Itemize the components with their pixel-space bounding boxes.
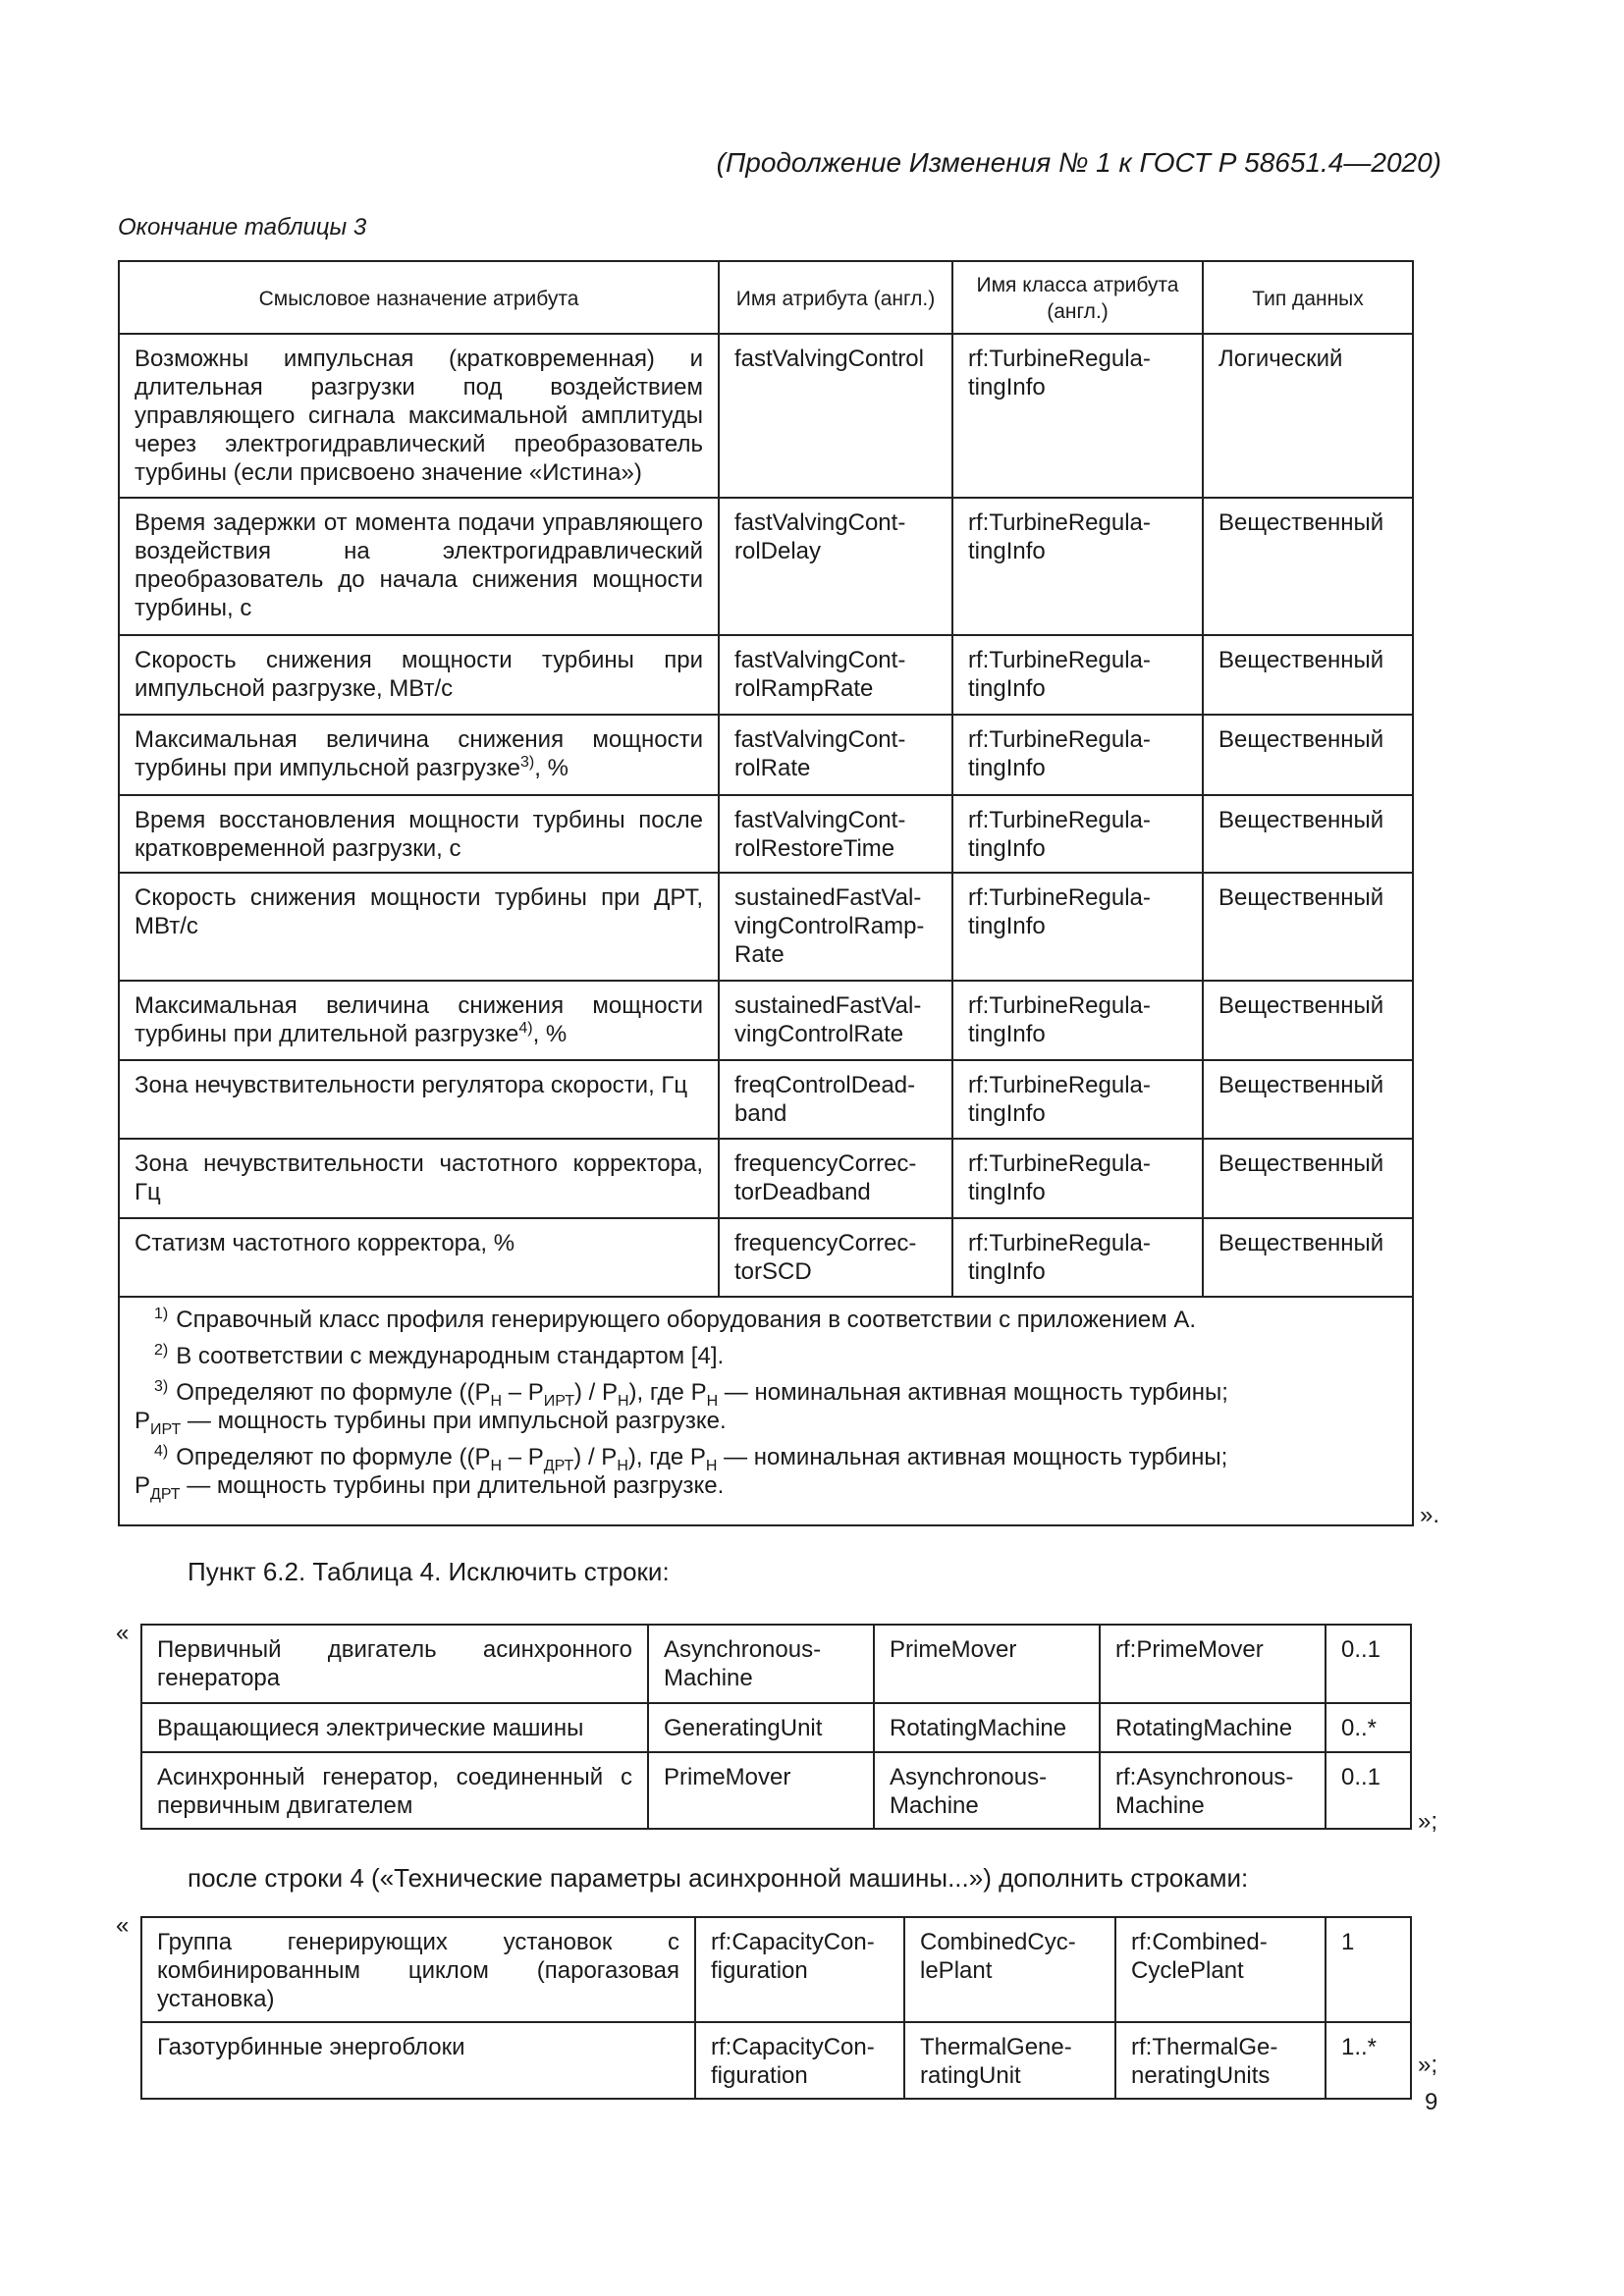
attribute-class-cell: rf:TurbineRegula-tingInfo [952, 981, 1203, 1060]
footnote-mark: 3) [154, 1378, 169, 1395]
description-text: Максимальная величина снижения мощности турбины при импульсной разгрузке [135, 726, 703, 781]
table-cell: Асинхронный генератор, соединенный с первичным двигателем [141, 1752, 648, 1829]
column-header: Имя класса атрибута (англ.) [952, 261, 1203, 334]
closing-quote: ». [1420, 1502, 1440, 1528]
closing-quote: »; [1418, 1808, 1438, 1835]
attribute-class-cell: rf:TurbineRegula-tingInfo [952, 873, 1203, 981]
subscript: Н [490, 1457, 503, 1474]
attribute-class-cell: rf:TurbineRegula-tingInfo [952, 1060, 1203, 1139]
opening-quote: « [116, 1912, 130, 1939]
table-cell: rf:ThermalGe-neratingUnits [1115, 2022, 1326, 2099]
opening-quote: « [116, 1620, 130, 1646]
footnote-ref: 4) [518, 1020, 533, 1037]
data-type-cell: Вещественный [1203, 873, 1413, 981]
table-cell: PrimeMover [874, 1625, 1100, 1703]
attribute-name-cell: fastValvingControl [719, 334, 952, 498]
footnote-text: ), где P [627, 1444, 706, 1470]
item-6-2-text: Пункт 6.2. Таблица 4. Исключить строки: [188, 1557, 670, 1586]
attribute-class-cell: rf:TurbineRegula-tingInfo [952, 635, 1203, 715]
subscript: ИРТ [150, 1420, 182, 1438]
footnotes-cell [119, 1297, 1413, 1525]
description-text: Время восстановления мощности турбины после кратковременной разгрузки, с [135, 807, 703, 862]
footnote-mark: 4) [154, 1443, 169, 1460]
table-cell: PrimeMover [648, 1752, 874, 1829]
footnote-text: P [135, 1472, 151, 1499]
data-type-cell: Вещественный [1203, 1218, 1413, 1297]
footnote-mark: 2) [154, 1342, 169, 1359]
attribute-class-cell: rf:TurbineRegula-tingInfo [952, 498, 1203, 635]
column-header: Имя атрибута (англ.) [719, 261, 952, 334]
attribute-description-cell [119, 981, 719, 1060]
attribute-name-cell: frequencyCorrec-torDeadband [719, 1139, 952, 1218]
attribute-name-cell: sustainedFastVal-vingControlRamp-Rate [719, 873, 952, 981]
description-suffix: , % [534, 755, 568, 781]
footnote-ref: 3) [520, 754, 535, 771]
table-cell: 1 [1326, 1917, 1411, 2022]
attribute-name-cell: fastValvingCont-rolRampRate [719, 635, 952, 715]
attribute-description-cell [119, 873, 719, 981]
subscript: Н [617, 1392, 629, 1410]
table-row [119, 795, 1413, 873]
column-header: Тип данных [1203, 261, 1413, 334]
attribute-description-cell [119, 715, 719, 795]
table-row [119, 981, 1413, 1060]
table-cell: rf:CapacityCon-figuration [695, 2022, 904, 2099]
table-cell: 0..* [1326, 1703, 1411, 1752]
description-text: Максимальная величина снижения мощности турбины при длительной разгрузке [135, 992, 703, 1047]
attribute-name-cell: fastValvingCont-rolRate [719, 715, 952, 795]
footnote-text: Определяют по формуле ((P [176, 1444, 491, 1470]
footnote-text: Определяют по формуле ((P [176, 1379, 491, 1406]
footnote-text: — номинальная активная мощность турбины; [718, 1379, 1228, 1406]
footnote [154, 1304, 1397, 1336]
attribute-name-cell: sustainedFastVal-vingControlRate [719, 981, 952, 1060]
footnote-text: Справочный класс профиля генерирующего оборудования в соответствии с приложением А. [176, 1307, 1197, 1333]
attribute-class-cell: rf:TurbineRegula-tingInfo [952, 795, 1203, 873]
data-type-cell: Вещественный [1203, 1139, 1413, 1218]
footnotes-row [119, 1297, 1413, 1525]
table-cell: 0..1 [1326, 1752, 1411, 1829]
footnote-text: ) / P [573, 1444, 618, 1470]
table-row [141, 1703, 1411, 1752]
attribute-description-cell [119, 498, 719, 635]
footnote [135, 1405, 1397, 1437]
footnote-text: — мощность турбины при длительной разгрузке. [180, 1472, 725, 1499]
table-4-added-rows [140, 1916, 1412, 2100]
attribute-class-cell: rf:TurbineRegula-tingInfo [952, 334, 1203, 498]
table-row [141, 2022, 1411, 2099]
document-header: (Продолжение Изменения № 1 к ГОСТ Р 58651.4—2020) [716, 147, 1441, 178]
footnote-text: — номинальная активная мощность турбины; [717, 1444, 1228, 1470]
attribute-class-cell: rf:TurbineRegula-tingInfo [952, 1139, 1203, 1218]
table-cell: RotatingMachine [874, 1703, 1100, 1752]
subscript: ДРТ [543, 1457, 574, 1474]
attribute-name-cell: fastValvingCont-rolDelay [719, 498, 952, 635]
subscript: Н [617, 1457, 628, 1474]
table-cell: Asynchronous-Machine [648, 1625, 874, 1703]
table-caption: Окончание таблицы 3 [118, 214, 367, 240]
footnote-text: P [135, 1408, 151, 1434]
table-4-excluded-rows [140, 1624, 1412, 1830]
table-cell: rf:Asynchronous-Machine [1100, 1752, 1326, 1829]
after-row-4-text: после строки 4 («Технические параметры асинхронной машины...») дополнить строками: [188, 1863, 1249, 1893]
table-cell: ThermalGene-ratingUnit [904, 2022, 1115, 2099]
attribute-description-cell [119, 1218, 719, 1297]
description-text: Статизм частотного корректора, % [135, 1230, 515, 1256]
column-header: Смысловое назначение атрибута [119, 261, 719, 334]
data-type-cell: Вещественный [1203, 981, 1413, 1060]
attribute-class-cell: rf:TurbineRegula-tingInfo [952, 1218, 1203, 1297]
table-row [119, 635, 1413, 715]
table-row [119, 1060, 1413, 1139]
table-cell: 0..1 [1326, 1625, 1411, 1703]
data-type-cell: Вещественный [1203, 715, 1413, 795]
description-text: Скорость снижения мощности турбины при импульсной разгрузке, МВт/с [135, 647, 703, 702]
table-row [141, 1752, 1411, 1829]
attribute-description-cell [119, 1060, 719, 1139]
footnote-text: – P [502, 1379, 544, 1406]
data-type-cell: Вещественный [1203, 635, 1413, 715]
table-cell: Первичный двигатель асинхронного генератора [141, 1625, 648, 1703]
attribute-description-cell [119, 1139, 719, 1218]
footnote-text: В соответствии с международным стандартом [4]. [176, 1343, 725, 1369]
subscript: Н [490, 1392, 503, 1410]
description-text: Скорость снижения мощности турбины при ДРТ, МВт/с [135, 884, 703, 939]
table-cell: rf:Combined-CyclePlant [1115, 1917, 1326, 2022]
description-text: Время задержки от момента подачи управляющего воздействия на электрогидравлический преобразователь до начала снижения мощности турбины, с [135, 509, 703, 621]
table-3 [118, 260, 1414, 1526]
subscript: ИРТ [543, 1392, 574, 1410]
table-row [119, 1139, 1413, 1218]
attribute-description-cell [119, 334, 719, 498]
table-cell: CombinedCyc-lePlant [904, 1917, 1115, 2022]
description-text: Зона нечувствительности регулятора скорости, Гц [135, 1072, 688, 1098]
subscript: Н [706, 1392, 719, 1410]
attribute-name-cell: frequencyCorrec-torSCD [719, 1218, 952, 1297]
closing-quote: »; [1418, 2052, 1438, 2078]
table-header-row [119, 261, 1413, 334]
footnote [135, 1469, 1397, 1502]
subscript: ДРТ [150, 1485, 181, 1503]
description-suffix: , % [532, 1021, 568, 1047]
footnote [154, 1340, 1397, 1372]
table-cell: Asynchronous-Machine [874, 1752, 1100, 1829]
table-row [141, 1917, 1411, 2022]
data-type-cell: Вещественный [1203, 1060, 1413, 1139]
description-text: Возможны импульсная (кратковременная) и длительная разгрузки под воздействием управляющего сигнала максимальной амплитуды через электрогидравлический преобразователь турбины (если присвоено значение «Истина») [135, 346, 703, 486]
subscript: Н [705, 1457, 718, 1474]
attribute-name-cell: fastValvingCont-rolRestoreTime [719, 795, 952, 873]
table-cell: 1..* [1326, 2022, 1411, 2099]
footnote-text: ), где P [628, 1379, 707, 1406]
table-row [119, 334, 1413, 498]
data-type-cell: Логический [1203, 334, 1413, 498]
footnote-text: — мощность турбины при импульсной разгрузке. [181, 1408, 727, 1434]
description-text: Зона нечувствительности частотного корректора, Гц [135, 1150, 703, 1205]
table-row [119, 1218, 1413, 1297]
table-cell: RotatingMachine [1100, 1703, 1326, 1752]
table-row [119, 873, 1413, 981]
table-cell: rf:CapacityCon-figuration [695, 1917, 904, 2022]
table-row [119, 498, 1413, 635]
table-cell: GeneratingUnit [648, 1703, 874, 1752]
data-type-cell: Вещественный [1203, 498, 1413, 635]
table-cell: Газотурбинные энергоблоки [141, 2022, 695, 2099]
attribute-name-cell: freqControlDead-band [719, 1060, 952, 1139]
attribute-class-cell: rf:TurbineRegula-tingInfo [952, 715, 1203, 795]
table-row [141, 1625, 1411, 1703]
table-cell: Группа генерирующих установок с комбинированным циклом (парогазовая установка) [141, 1917, 695, 2022]
attribute-description-cell [119, 795, 719, 873]
footnote-mark: 1) [154, 1306, 169, 1322]
footnote-text: ) / P [573, 1379, 618, 1406]
table-cell: rf:PrimeMover [1100, 1625, 1326, 1703]
attribute-description-cell [119, 635, 719, 715]
page-number: 9 [1425, 2089, 1438, 2115]
footnote-text: – P [502, 1444, 544, 1470]
data-type-cell: Вещественный [1203, 795, 1413, 873]
table-row [119, 715, 1413, 795]
table-cell: Вращающиеся электрические машины [141, 1703, 648, 1752]
